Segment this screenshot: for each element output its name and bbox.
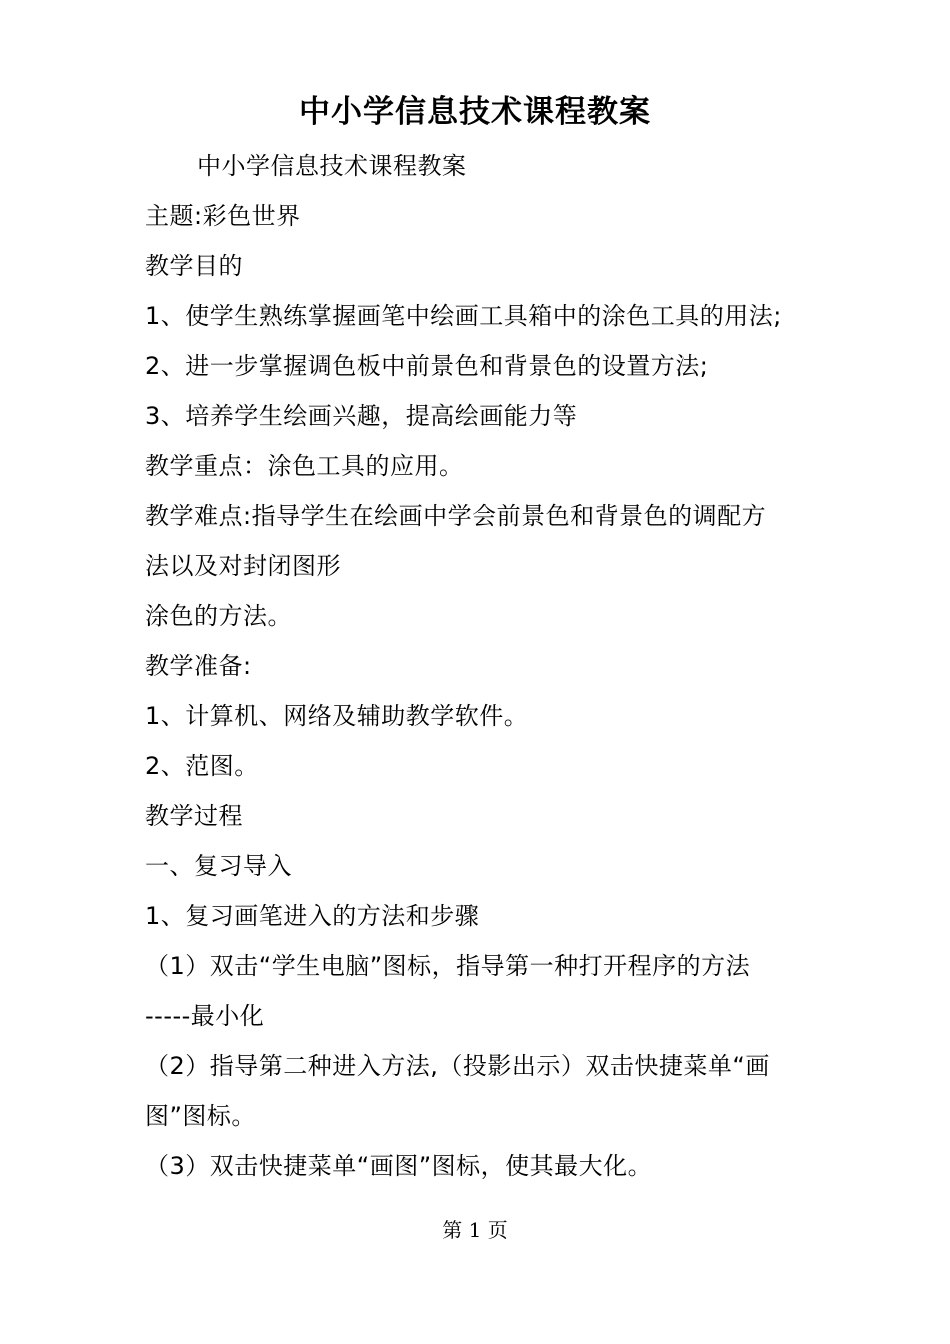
body-line: （2）指导第二种进入方法,（投影出示）双击快捷菜单“画 <box>145 1052 770 1080</box>
body-line: 涂色的方法。 <box>145 602 292 630</box>
section-heading: 教学过程 <box>145 802 243 830</box>
body-line: 教学重点：涂色工具的应用。 <box>145 452 464 480</box>
body-line: 1、使学生熟练掌握画笔中绘画工具箱中的涂色工具的用法; <box>145 302 782 330</box>
body-line: -----最小化 <box>145 1002 265 1030</box>
document-body <box>145 141 815 1191</box>
subtitle-line: 中小学信息技术课程教案 <box>197 152 467 180</box>
section-heading: 教学目的 <box>145 252 243 280</box>
topic-line: 主题:彩色世界 <box>145 202 301 230</box>
document-title: 中小学信息技术课程教案 <box>299 94 651 130</box>
body-line: （1）双击“学生电脑”图标，指导第一种打开程序的方法 <box>145 952 751 980</box>
body-line: 1、复习画笔进入的方法和步骤 <box>145 902 480 930</box>
body-line: 法以及对封闭图形 <box>145 552 341 580</box>
body-line: 教学难点:指导学生在绘画中学会前景色和背景色的调配方 <box>145 502 767 530</box>
body-line: 图”图标。 <box>145 1102 256 1130</box>
page-number: 第 1 页 <box>442 1218 508 1242</box>
section-heading: 一、复习导入 <box>145 852 292 880</box>
body-line: 2、范图。 <box>145 752 259 780</box>
section-heading: 教学准备: <box>145 652 252 680</box>
body-line: 1、计算机、网络及辅助教学软件。 <box>145 702 529 730</box>
body-line: 2、进一步掌握调色板中前景色和背景色的设置方法; <box>145 352 709 380</box>
body-line: （3）双击快捷菜单“画图”图标，使其最大化。 <box>145 1152 653 1180</box>
body-line: 3、培养学生绘画兴趣，提高绘画能力等 <box>145 402 578 430</box>
